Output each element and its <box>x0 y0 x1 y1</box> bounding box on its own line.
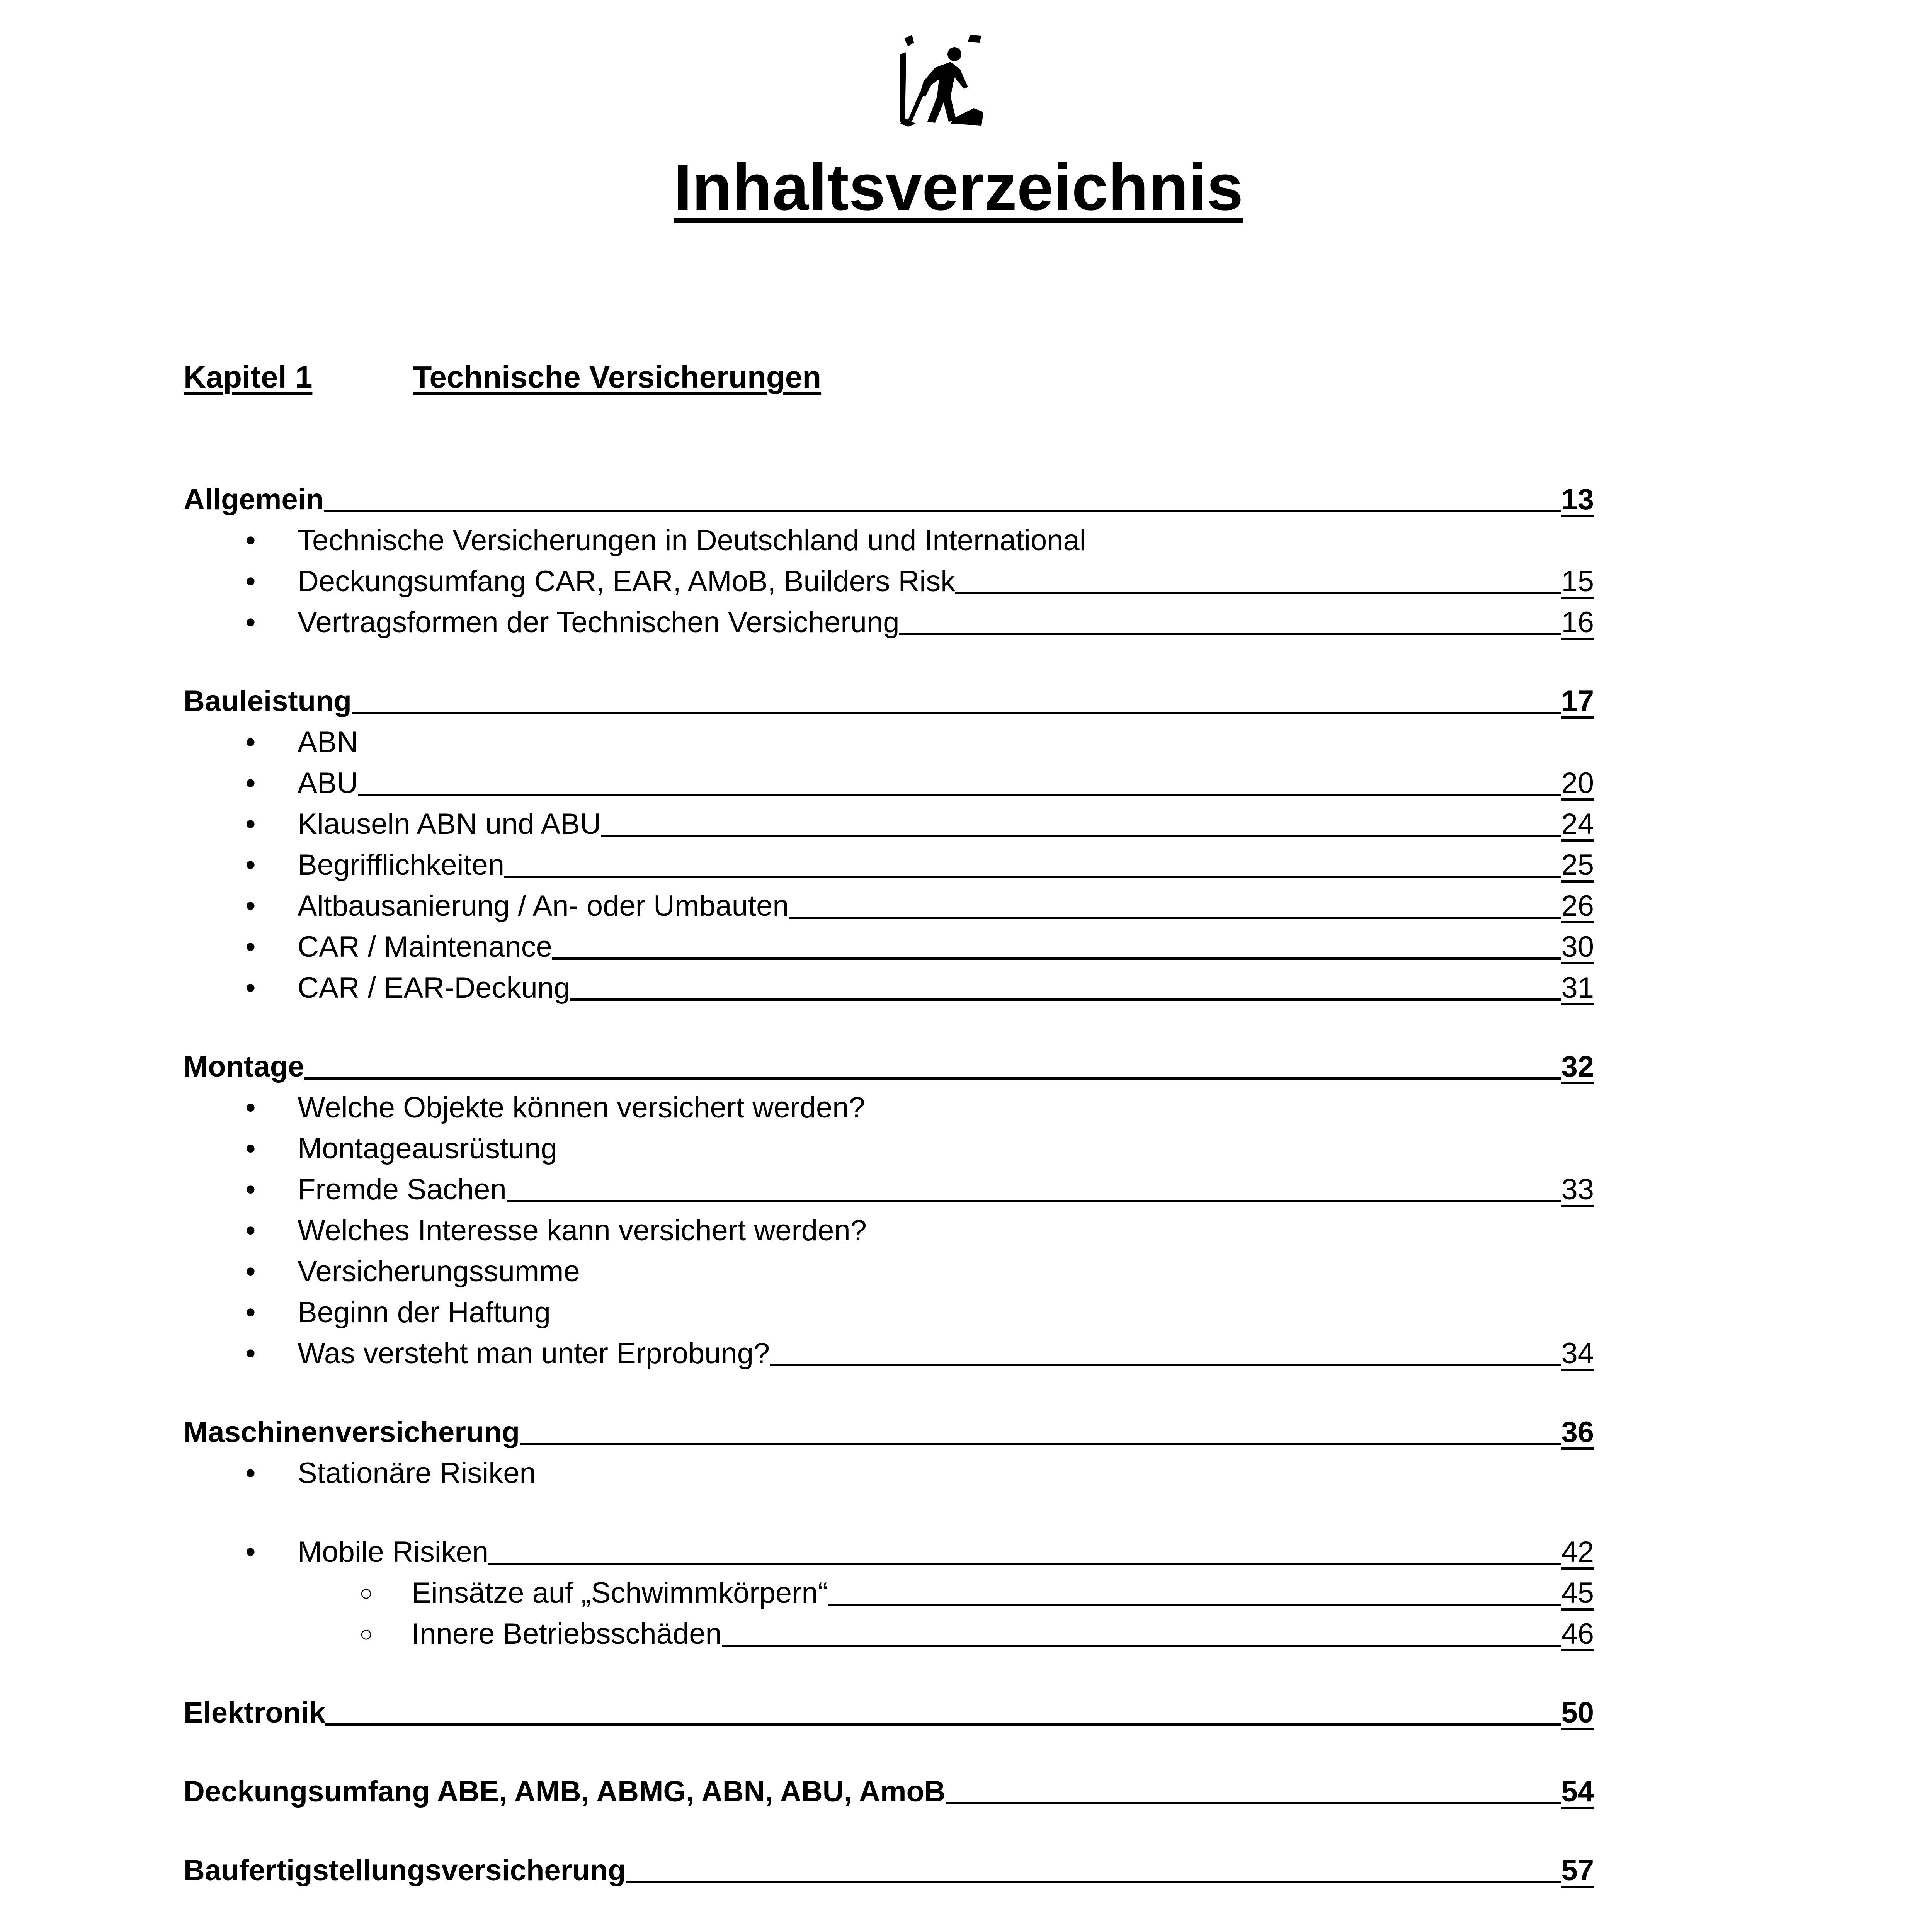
toc-page-number: 57 <box>1561 1854 1594 1887</box>
bullet-icon: • <box>245 1214 256 1247</box>
toc-entry-title: Versicherungssumme <box>298 1255 580 1288</box>
toc-leader-line <box>304 1077 1561 1080</box>
toc-entry-title: Deckungsumfang ABE, AMB, ABMG, ABN, ABU, AmoB <box>184 1775 946 1808</box>
toc-entry[interactable] <box>298 520 1594 561</box>
toc-entry-title: CAR / EAR-Deckung <box>298 971 570 1004</box>
toc-leader-line <box>570 998 1561 1001</box>
toc-entry[interactable] <box>298 1453 1594 1494</box>
toc-entry[interactable] <box>298 1333 1594 1374</box>
toc-page-number: 16 <box>1561 606 1594 639</box>
toc-page-number: 30 <box>1561 930 1594 963</box>
toc-page-number: 45 <box>1561 1577 1594 1609</box>
bullet-icon: • <box>245 767 256 799</box>
toc-entry-title: CAR / Maintenance <box>298 930 552 963</box>
chapter-name: Technische Versicherungen <box>413 360 822 394</box>
toc-leader-line <box>324 510 1561 512</box>
toc-page-number: 26 <box>1561 889 1594 922</box>
toc-leader-line <box>552 957 1561 960</box>
toc-entry-title: Fremde Sachen <box>298 1173 507 1206</box>
toc-page-number: 24 <box>1561 808 1594 840</box>
toc-page-number: 25 <box>1561 849 1594 881</box>
toc-entry-title: Bauleistung <box>184 685 352 718</box>
toc-entry-title: Klauseln ABN und ABU <box>298 808 601 840</box>
toc-page-number: 13 <box>1561 483 1594 516</box>
toc-entry-title: Baufertigstellungsversicherung <box>184 1854 626 1887</box>
toc-leader-line <box>507 1200 1561 1202</box>
toc-entry[interactable] <box>184 1046 1594 1087</box>
toc-leader-line <box>520 1443 1561 1445</box>
toc-leader-line <box>626 1881 1561 1883</box>
bullet-icon: • <box>245 808 256 840</box>
circle-bullet-icon: ○ <box>359 1621 373 1646</box>
toc-entry[interactable] <box>298 968 1594 1009</box>
toc-leader-line <box>504 876 1561 878</box>
toc-entry[interactable] <box>184 1412 1594 1453</box>
bullet-icon: • <box>245 930 256 963</box>
toc-entry[interactable] <box>184 681 1594 722</box>
toc-page-number: 15 <box>1561 565 1594 598</box>
toc-entry[interactable] <box>298 1292 1594 1333</box>
page-title: Inhaltsverzeichnis <box>674 151 1243 224</box>
toc-page-number: 20 <box>1561 767 1594 799</box>
toc-entry[interactable] <box>298 1087 1594 1128</box>
toc-entry-title: Welches Interesse kann versichert werden? <box>298 1214 867 1247</box>
worker-shovel-icon <box>896 31 985 128</box>
toc-leader-line <box>789 917 1561 919</box>
toc-entry[interactable] <box>298 763 1594 804</box>
toc-entry[interactable] <box>298 845 1594 886</box>
toc-page-number: 32 <box>1561 1050 1594 1083</box>
toc-entry-title: Deckungsumfang CAR, EAR, AMoB, Builders Risk <box>298 565 956 598</box>
chapter-label: Kapitel 1 <box>184 360 313 394</box>
toc-leader-line <box>946 1802 1561 1804</box>
toc-entry[interactable] <box>298 927 1594 968</box>
bullet-icon: • <box>245 524 256 557</box>
toc-entry[interactable] <box>184 479 1594 520</box>
toc-leader-line <box>955 592 1561 594</box>
bullet-icon: • <box>245 1132 256 1165</box>
toc-page-number: 17 <box>1561 685 1594 718</box>
toc-entry-title: Allgemein <box>184 483 324 516</box>
toc-entry[interactable] <box>298 1210 1594 1251</box>
toc-entry[interactable] <box>298 561 1594 602</box>
toc-page-number: 33 <box>1561 1173 1594 1206</box>
toc-page-number: 36 <box>1561 1416 1594 1449</box>
bullet-icon: • <box>245 565 256 598</box>
toc-entry[interactable] <box>184 1850 1594 1891</box>
toc-entry[interactable] <box>298 804 1594 845</box>
chapter-heading <box>184 359 821 395</box>
bullet-icon: • <box>245 1173 256 1206</box>
toc-entry-title: Altbausanierung / An- oder Umbauten <box>298 889 789 922</box>
toc-leader-line <box>770 1364 1561 1366</box>
toc-entry[interactable] <box>298 602 1594 643</box>
toc-page-number: 31 <box>1561 971 1594 1004</box>
toc-leader-line <box>722 1645 1561 1647</box>
toc-entry-title: Vertragsformen der Technischen Versicherung <box>298 606 900 639</box>
toc-entry-title: ABU <box>298 767 358 799</box>
toc-entry[interactable] <box>412 1614 1594 1655</box>
toc-entry-title: Was versteht man unter Erprobung? <box>298 1337 770 1370</box>
bullet-icon: • <box>245 889 256 922</box>
toc-leader-line <box>358 794 1561 796</box>
toc-entry[interactable] <box>184 1771 1594 1812</box>
toc-entry-title: Technische Versicherungen in Deutschland und International <box>298 524 1086 557</box>
toc-entry-title: Montage <box>184 1050 304 1083</box>
toc-leader-line <box>899 633 1561 635</box>
toc-leader-line <box>352 712 1561 714</box>
bullet-icon: • <box>245 1296 256 1329</box>
toc-entry-title: Begrifflichkeiten <box>298 849 505 881</box>
toc-entry[interactable] <box>298 1169 1594 1210</box>
bullet-icon: • <box>245 1457 256 1490</box>
toc-page-number: 42 <box>1561 1536 1594 1568</box>
bullet-icon: • <box>245 1337 256 1370</box>
toc-leader-line <box>828 1604 1561 1606</box>
toc-entry-title: Innere Betriebsschäden <box>412 1617 722 1650</box>
toc-entry[interactable] <box>298 1128 1594 1169</box>
toc-entry[interactable] <box>184 1692 1594 1733</box>
toc-entry-title: Montageausrüstung <box>298 1132 557 1165</box>
toc-leader-line <box>325 1723 1561 1726</box>
toc-entry[interactable] <box>298 886 1594 927</box>
toc-entry-title: Welche Objekte können versichert werden? <box>298 1091 865 1124</box>
toc-entry-title: Mobile Risiken <box>298 1536 489 1568</box>
bullet-icon: • <box>245 606 256 639</box>
toc-entry-title: Einsätze auf „Schwimmkörpern“ <box>412 1577 828 1609</box>
bullet-icon: • <box>245 1536 256 1568</box>
toc-page-number: 54 <box>1561 1775 1594 1808</box>
toc-entry[interactable] <box>298 722 1594 763</box>
bullet-icon: • <box>245 726 256 759</box>
toc-page-number: 46 <box>1561 1617 1594 1650</box>
bullet-icon: • <box>245 1091 256 1124</box>
toc-entry[interactable] <box>412 1573 1594 1614</box>
toc-entry-title: Maschinenversicherung <box>184 1416 520 1449</box>
circle-bullet-icon: ○ <box>359 1580 373 1605</box>
bullet-icon: • <box>245 849 256 881</box>
toc-leader-line <box>488 1563 1561 1565</box>
toc-page-number: 50 <box>1561 1696 1594 1729</box>
bullet-icon: • <box>245 1255 256 1288</box>
toc-page-number: 34 <box>1561 1337 1594 1370</box>
toc-entry-title: Beginn der Haftung <box>298 1296 551 1329</box>
toc-leader-line <box>601 835 1561 837</box>
toc-entry-title: Stationäre Risiken <box>298 1457 536 1490</box>
toc-entry[interactable] <box>298 1532 1594 1573</box>
bullet-icon: • <box>245 971 256 1004</box>
toc-entry-title: ABN <box>298 726 358 759</box>
toc-entry[interactable] <box>298 1251 1594 1292</box>
toc-entry-title: Elektronik <box>184 1696 326 1729</box>
